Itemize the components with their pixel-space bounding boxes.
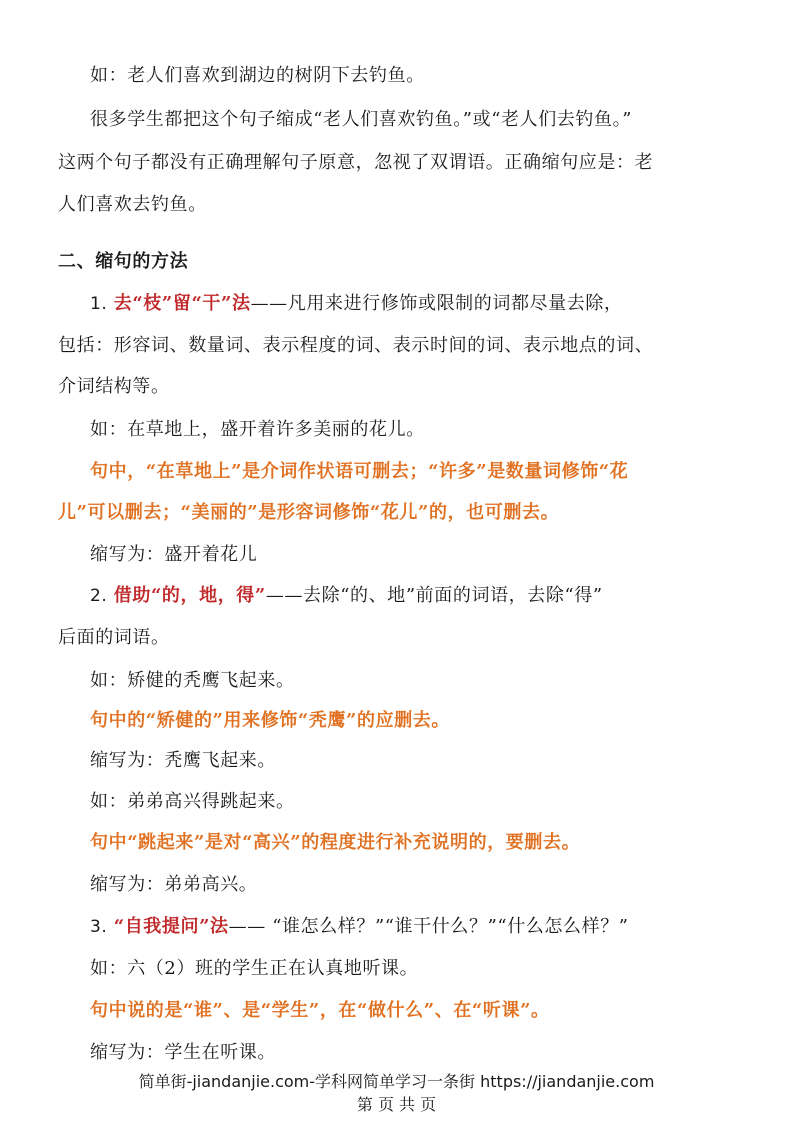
explanation-line: 句中，“在草地上”是介词作状语可删去；“许多”是数量词修饰“花 [90,461,629,482]
method-description: —— “谁怎么样？”“谁干什么？”“什么怎么样？” [228,916,629,937]
paragraph-line: 很多学生都把这个句子缩成“老人们喜欢钓鱼。”或“老人们去钓鱼。” [90,109,633,130]
section-heading: 二、缩句的方法 [58,251,189,272]
paragraph-line: 这两个句子都没有正确理解句子原意，忽视了双谓语。正确缩句应是：老 [58,152,654,173]
page-number: 第 页 共 页 [356,1095,437,1114]
paragraph-line: 包括：形容词、数量词、表示程度的词、表示时间的词、表示地点的词、 [58,335,654,356]
example-sentence: 如：老人们喜欢到湖边的树阴下去钓鱼。 [90,65,425,86]
example-sentence: 如：六（2）班的学生正在认真地听课。 [90,958,419,979]
method-1-heading [90,291,623,317]
paragraph-line: 后面的词语。 [58,627,170,648]
explanation-line: 句中“跳起来”是对“高兴”的程度进行补充说明的，要删去。 [90,832,581,853]
example-sentence: 如：在草地上，盛开着许多美丽的花儿。 [90,419,425,440]
method-3-heading [90,914,629,940]
method-number: 2. [90,586,108,606]
method-title: “自我提问”法 [113,916,229,937]
explanation-line: 儿”可以删去；“美丽的”是形容词修饰“花儿”的，也可删去。 [58,502,560,523]
result-line: 缩写为：盛开着花儿 [90,544,258,565]
result-line: 缩写为：弟弟高兴。 [90,874,258,895]
method-description: ——凡用来进行修饰或限制的词都尽量去除， [250,293,623,314]
example-sentence: 如：弟弟高兴得跳起来。 [90,791,295,812]
method-title: 去“枝”留“干”法 [113,293,251,314]
result-line: 缩写为：学生在听课。 [90,1042,276,1063]
result-line: 缩写为：秃鹰飞起来。 [90,750,276,771]
method-number: 1. [90,294,108,314]
method-description: ——去除“的、地”前面的词语，去除“得” [265,585,603,606]
method-number: 3. [90,917,108,937]
source-footer: 简单街-jiandanjie.com-学科网简单学习一条街 https://jiandanjie.com [138,1072,655,1091]
explanation-line: 句中说的是“谁”、是“学生”，在“做什么”、在“听课”。 [90,1000,550,1021]
example-sentence: 如：矫健的秃鹰飞起来。 [90,670,295,691]
explanation-line: 句中的“矫健的”用来修饰“秃鹰”的应删去。 [90,710,451,731]
method-title: 借助“的，地，得” [113,585,266,606]
paragraph-line: 介词结构等。 [58,376,170,397]
method-2-heading [90,583,603,609]
paragraph-line: 人们喜欢去钓鱼。 [58,194,207,215]
